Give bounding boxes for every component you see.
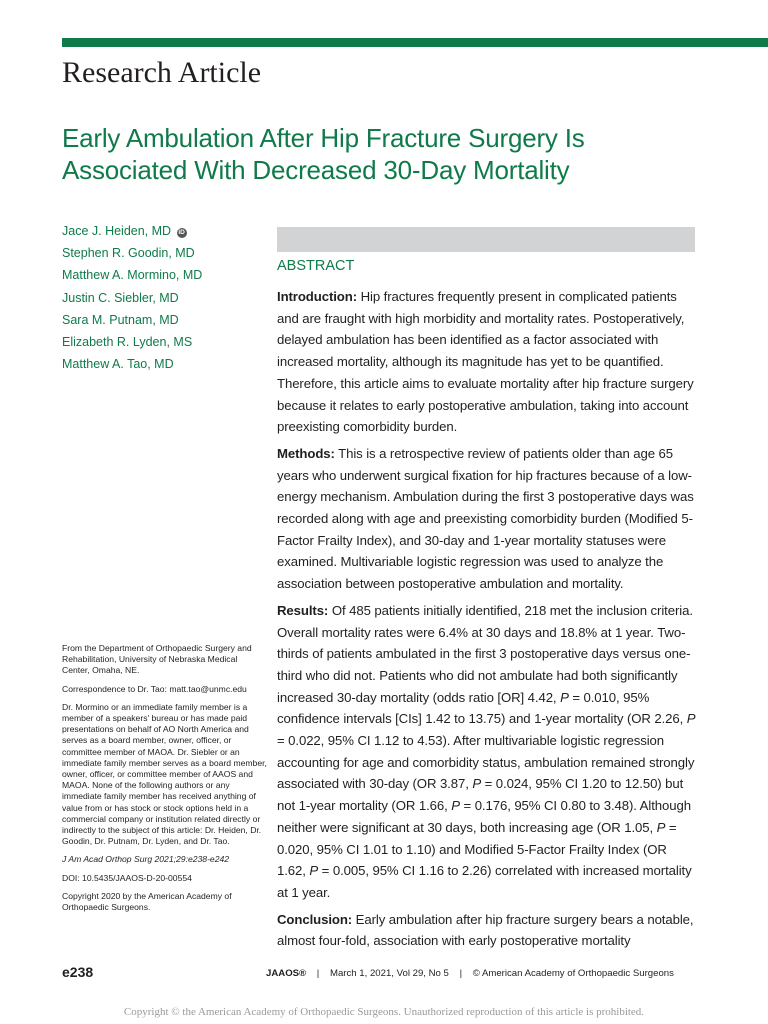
section-label: Research Article — [62, 56, 262, 89]
doi-note[interactable]: DOI: 10.5435/JAAOS-D-20-00554 — [62, 872, 192, 883]
methods-label: Methods: — [277, 445, 335, 461]
p-value-symbol: P — [451, 798, 460, 814]
introduction-label: Introduction: — [277, 289, 358, 304]
journal-name: JAAOS® — [266, 968, 307, 979]
introduction-text: Hip fractures frequently present in complicated patients and are fraught with high morbidity and mortality rates. Postoperatively, delayed ambulation has been identified as a factor associated with increased mortality, although its magnitude has yet to be quantified. Therefore, this article aims to evaluate mortality after hip fracture surgery because it relates to early postoperative ambulation, taking into account preexisting comorbidity burden. — [277, 289, 694, 435]
abstract-results — [277, 600, 697, 904]
results-text: = 0.010, 95% confidence intervals [CIs] 1.42 to 13.75) and 1-year mortality (OR 2.26, — [277, 689, 687, 727]
abstract-conclusion — [277, 909, 697, 952]
results-text: = 0.020, 95% CI 1.01 to 1.10) and Modified 5-Factor Frailty Index (OR 1.62, — [277, 819, 677, 879]
abstract-header-bar — [277, 227, 695, 252]
orcid-icon[interactable]: iD — [178, 229, 185, 236]
title-line-2: Associated With Decreased 30-Day Mortality — [62, 155, 570, 185]
page-number: e238 — [62, 964, 94, 980]
abstract-introduction — [277, 286, 697, 438]
p-value-symbol: P — [656, 819, 666, 835]
results-text: = 0.176, 95% CI 0.80 to 3.48). Although neither were significant at 30 days, both increasing age (OR 1.05, — [277, 798, 691, 835]
author-item[interactable]: Matthew A. Tao, MD — [62, 357, 174, 372]
header-rule — [62, 38, 768, 47]
author-list — [62, 220, 262, 375]
article-title — [62, 122, 702, 186]
conclusion-label: Conclusion: — [277, 911, 353, 927]
author-item[interactable]: Elizabeth R. Lyden, MS — [62, 335, 193, 350]
results-text: = 0.024, 95% CI 1.20 to 12.50) but not 1-year mortality (OR 1.66, — [277, 776, 684, 814]
author-item[interactable]: Matthew A. Mormino, MD — [62, 268, 203, 283]
results-text: Of 485 patients initially identified, 218 met the inclusion criteria. Overall mortality rates were 6.4% at 30 days and 18.8% at 1 year. Two-thirds of patients ambulated in the first 3 postoperative days versus one-third who did not. Patients who did not ambulate had both significantly increased 30-day mortality (odds ratio [OR] 4.42, — [277, 602, 693, 705]
abstract-heading: ABSTRACT — [277, 258, 355, 274]
copyright-note: Copyright 2020 by the American Academy of Orthopaedic Surgeons. — [62, 890, 232, 913]
sidebar-notes — [62, 643, 267, 920]
correspondence-note[interactable]: Correspondence to Dr. Tao: matt.tao@unmc.edu — [62, 683, 247, 694]
p-value-symbol: P — [309, 863, 319, 879]
abstract-body — [277, 286, 697, 957]
author-name: Jace J. Heiden, MD — [62, 224, 172, 238]
results-text: = 0.005, 95% CI 1.16 to 2.26) correlated with increased mortality at 1 year. — [277, 863, 692, 900]
results-label: Results: — [277, 602, 329, 618]
publisher-info: © American Academy of Orthopaedic Surgeons — [472, 968, 674, 979]
footer-separator: | — [459, 968, 463, 979]
issue-info: March 1, 2021, Vol 29, No 5 — [329, 968, 449, 979]
author-item[interactable]: Sara M. Putnam, MD — [62, 312, 179, 327]
results-text: = 0.022, 95% CI 1.12 to 4.53). After multivariable logistic regression accounting for age and comorbidity status, ambulation remained strongly associated with 30-day (OR 3.87, — [277, 733, 695, 792]
author-item[interactable]: Justin C. Siebler, MD — [62, 290, 179, 305]
conclusion-text: Early ambulation after hip fracture surgery bears a notable, almost four-fold, association with early postoperative mortality — [277, 911, 694, 949]
abstract-methods — [277, 443, 697, 595]
citation-note: J Am Acad Orthop Surg 2021;29:e238-e242 — [62, 854, 230, 865]
disclosure-note: Dr. Mormino or an immediate family member is a member of a speakers' bureau or has made paid presentations on behalf of AO North America and serves as a board member, owner, officer, or committee member of MAOA. Dr. Siebler or an immediate family member serves as a board member, owner, officer, or committee member of AAOS and MAOA. None of the following authors or any immediate family member has received anything of value from or has stock or stock options held in a commercial company or institution related directly or indirectly to the subject of this article: Dr. Heiden, Dr. Goodin, Dr. Putnam, Dr. Lyden, and Dr. Tao. — [62, 701, 267, 847]
author-item[interactable]: Stephen R. Goodin, MD — [62, 246, 195, 261]
title-line-1: Early Ambulation After Hip Fracture Surgery Is — [62, 123, 585, 153]
author-item[interactable] — [62, 220, 262, 242]
copyright-notice: Copyright © the American Academy of Orthopaedic Surgeons. Unauthorized reproduction of this article is prohibited. — [123, 1006, 645, 1018]
footer-separator: | — [316, 968, 320, 979]
affiliation-note: From the Department of Orthopaedic Surgery and Rehabilitation, University of Nebraska Medical Center, Omaha, NE. — [62, 643, 252, 676]
methods-text: This is a retrospective review of patients older than age 65 years who underwent surgical fixation for hip fractures because of a low-energy mechanism. Ambulation during the first 3 postoperative days was recorded along with age and preexisting comorbidity burden (Modified 5-Factor Frailty Index), and 30-day and 1-year mortality statuses were examined. Multivariable logistic regression was used to analyze the association between postoperative ambulation and mortality. — [277, 445, 694, 592]
footer-info — [266, 968, 674, 979]
p-value-symbol: P — [472, 776, 482, 792]
p-value-symbol: P — [560, 689, 569, 705]
p-value-symbol: P — [686, 711, 696, 727]
